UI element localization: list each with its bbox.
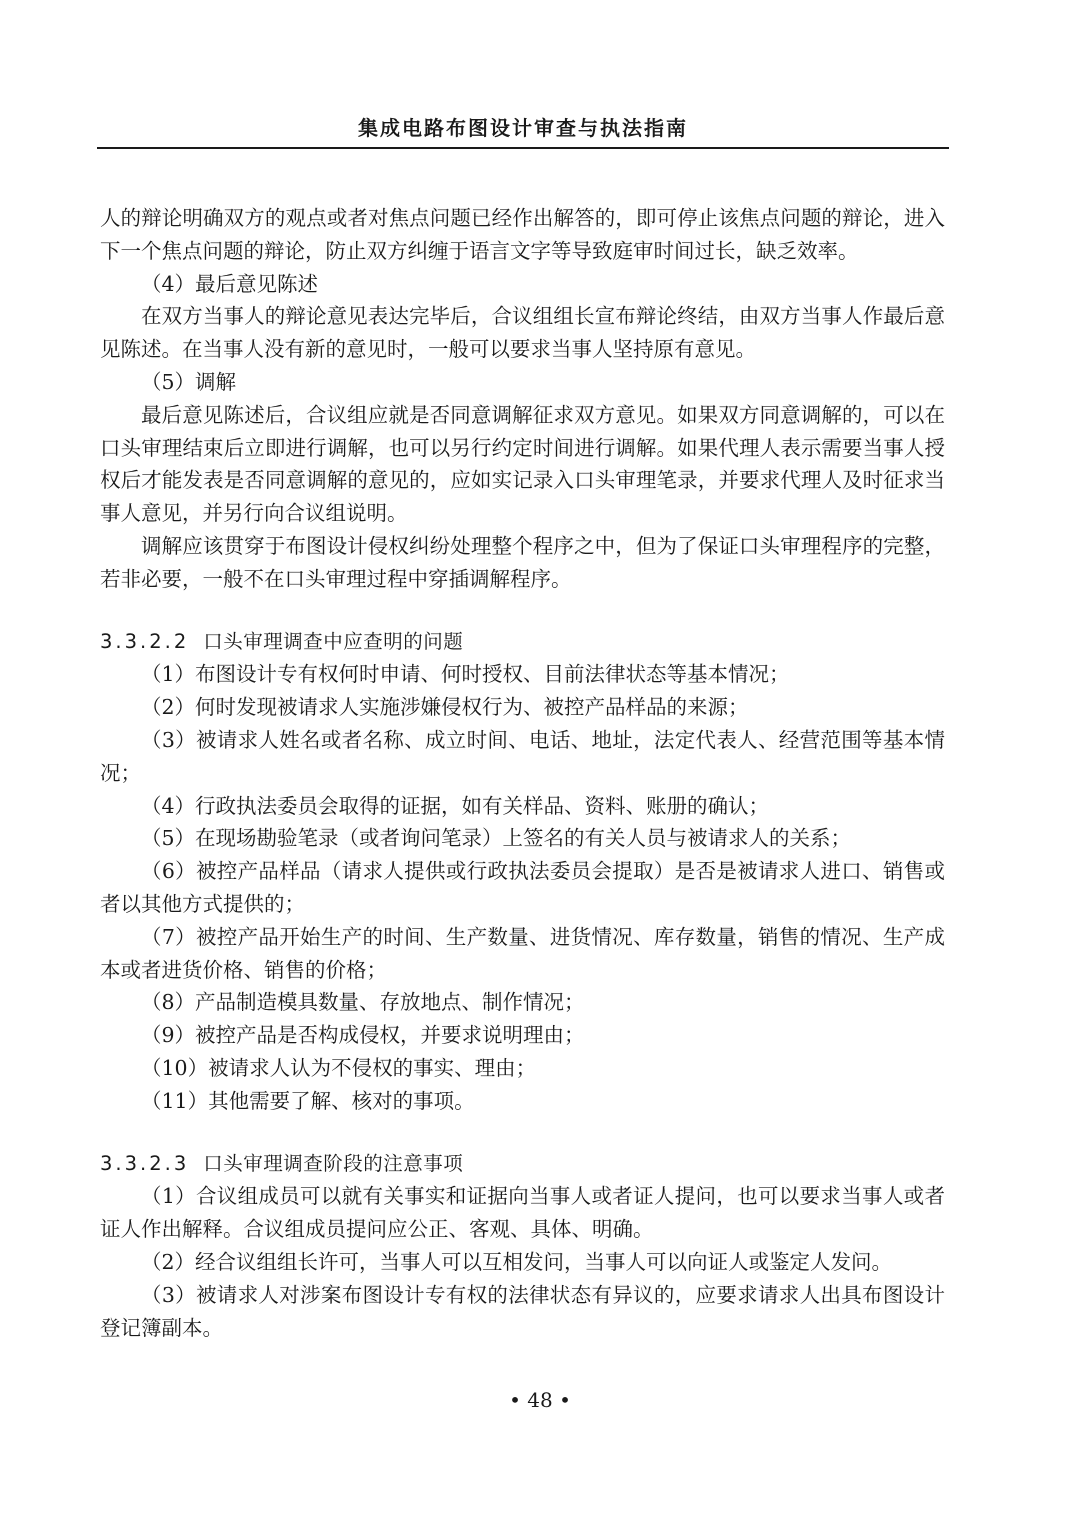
section-title: 口头审理调查阶段的注意事项 [203,1151,464,1175]
list-item: （2）何时发现被请求人实施涉嫌侵权行为、被控产品样品的来源； [141,695,749,720]
list-item: （2）经合议组组长许可，当事人可以互相发问，当事人可以向证人或鉴定人发问。 [141,1249,893,1274]
list-item: （11）其他需要了解、核对的事项。 [141,1088,475,1113]
list-item: （4）行政执法委员会取得的证据，如有关样品、资料、账册的确认； [141,793,770,818]
section-title: 口头审理调查中应查明的问题 [203,629,464,653]
section-number: 3.3.2.2 [100,629,190,653]
paragraph: 在双方当事人的辩论意见表达完毕后，合议组组长宣布辩论终结，由双方当事人作最后意见陈述。在当事人没有新的意见时，一般可以要求当事人坚持原有意见。 [100,304,945,362]
subheading-mediation: （5）调解 [141,369,237,394]
paragraph: 最后意见陈述后，合议组应就是否同意调解征求双方意见。如果双方同意调解的，可以在口头审理结束后立即进行调解，也可以另行约定时间进行调解。如果代理人表示需要当事人授权后才能发表是否同意调解的意见的，应如实记录入口头审理笔录，并要求代理人及时征求当事人意见，并另行向合议组说明。 [100,402,945,526]
list-item: （9）被控产品是否构成侵权，并要求说明理由； [141,1023,585,1048]
page-body [100,202,945,1344]
page-number: • 48 • [509,1388,571,1412]
section-heading-3-3-2-2 [100,626,945,659]
list-item: （1）布图设计专有权何时申请、何时授权、目前法律状态等基本情况； [141,662,790,687]
subheading-final-statement: （4）最后意见陈述 [141,271,319,296]
list-item: （8）产品制造模具数量、存放地点、制作情况； [141,990,585,1015]
list-item: （7）被控产品开始生产的时间、生产数量、进货情况、库存数量，销售的情况、生产成本或者进货价格、销售的价格； [100,924,945,982]
header-rule [97,147,949,149]
paragraph: 人的辩论明确双方的观点或者对焦点问题已经作出解答的，即可停止该焦点问题的辩论，进入下一个焦点问题的辩论，防止双方纠缠于语言文字等导致庭审时间过长，缺乏效率。 [100,206,945,263]
list-item: （10）被请求人认为不侵权的事实、理由； [141,1055,537,1080]
list-item: （3）被请求人姓名或者名称、成立时间、电话、地址，法定代表人、经营范围等基本情况； [100,727,945,785]
list-item: （6）被控产品样品（请求人提供或行政执法委员会提取）是否是被请求人进口、销售或者以其他方式提供的； [100,859,945,916]
list-item: （5）在现场勘验笔录（或者询问笔录）上签名的有关人员与被请求人的关系； [141,826,852,851]
running-header: 集成电路布图设计审查与执法指南 [358,116,688,140]
list-item: （1）合议组成员可以就有关事实和证据向当事人或者证人提问，也可以要求当事人或者证人作出解释。合议组成员提问应公正、客观、具体、明确。 [100,1184,945,1242]
list-item: （3）被请求人对涉案布图设计专有权的法律状态有异议的，应要求请求人出具布图设计登记簿副本。 [100,1282,945,1340]
section-heading-3-3-2-3 [100,1148,945,1181]
section-number: 3.3.2.3 [100,1151,190,1175]
paragraph: 调解应该贯穿于布图设计侵权纠纷处理整个程序之中，但为了保证口头审理程序的完整，若非必要，一般不在口头审理过程中穿插调解程序。 [100,533,945,591]
